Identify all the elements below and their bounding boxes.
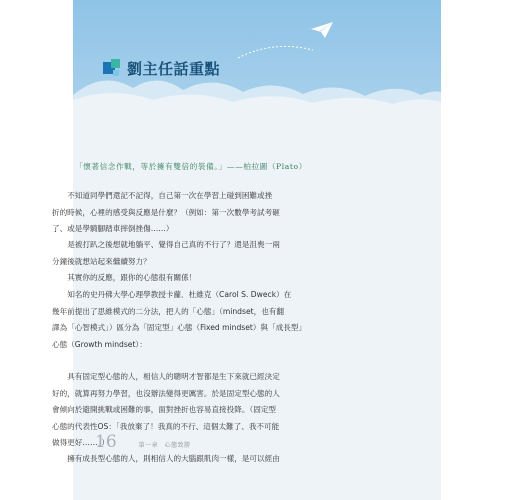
text-line: 知名的史丹佛大學心理學教授卡蘿．杜維克（Carol S. Dweck）在 bbox=[67, 290, 292, 299]
chapter-title: 劉主任話重點 bbox=[127, 59, 221, 78]
paragraph-2 bbox=[52, 237, 280, 270]
text-line: 心態（Growth mindset）： bbox=[52, 339, 147, 349]
paragraph-3 bbox=[52, 270, 196, 287]
heading-squares-icon bbox=[103, 59, 121, 77]
text-line: 心態的代表性OS：「我放棄了！我真的不行、這個太難了、我不可能 bbox=[52, 421, 280, 431]
text-line: 了、或是學騎腳踏車摔倒挫傷……） bbox=[52, 224, 174, 233]
text-line: 不知道同學們還記不記得，自己第一次在學習上碰到困難或挫 bbox=[67, 191, 273, 200]
text-line: 擁有成長型心態的人，則相信人的大腦跟肌肉一樣，是可以經由 bbox=[67, 454, 280, 463]
opening-quote: 「懷著信念作戰，等於擁有雙倍的裝備。」——柏拉圖（Plato） bbox=[75, 162, 307, 171]
text-line: 其實你的反應，跟你的心態很有關係！ bbox=[67, 273, 197, 282]
cloud-decoration bbox=[73, 0, 441, 108]
text-line: 折的時候，心裡的感受與反應是什麼？（例如：第一次數學考試考砸 bbox=[52, 207, 280, 217]
paragraph-4 bbox=[52, 287, 306, 353]
header-banner bbox=[73, 0, 441, 108]
text-line: 幾年前提出了思維模式的二分法，把人的「心態」（mindset，也有翻 bbox=[52, 306, 284, 316]
page-number: 16 bbox=[95, 432, 117, 452]
text-line: 好的，就算再努力學習，也沒辦法變得更厲害。於是固定型心態的人 bbox=[52, 388, 280, 398]
page-footer bbox=[95, 432, 191, 452]
paper-plane-icon bbox=[311, 22, 333, 38]
text-line: 分鐘後就想站起來繼續努力？ bbox=[52, 256, 151, 266]
text-line: 做得更好……」） bbox=[52, 438, 109, 447]
text-line: 會傾向於避開挑戰或困難的事，面對挫折也容易直接投降。（固定型 bbox=[52, 405, 277, 414]
paragraph-1 bbox=[52, 188, 280, 238]
chapter-heading bbox=[103, 55, 220, 81]
text-line: 是被打趴之後想就地躺平、覺得自己真的不行了？還是沮喪一兩 bbox=[67, 240, 280, 249]
paragraph-6 bbox=[52, 451, 280, 468]
running-head: 第一章 心態致勝 bbox=[138, 442, 191, 449]
text-line: 譯為「心智模式」）區分為「固定型」心態（Fixed mindset）與「成長型」 bbox=[52, 323, 307, 332]
text-line: 具有固定型心態的人，相信人的聰明才智都是生下來就已經決定 bbox=[67, 372, 280, 381]
